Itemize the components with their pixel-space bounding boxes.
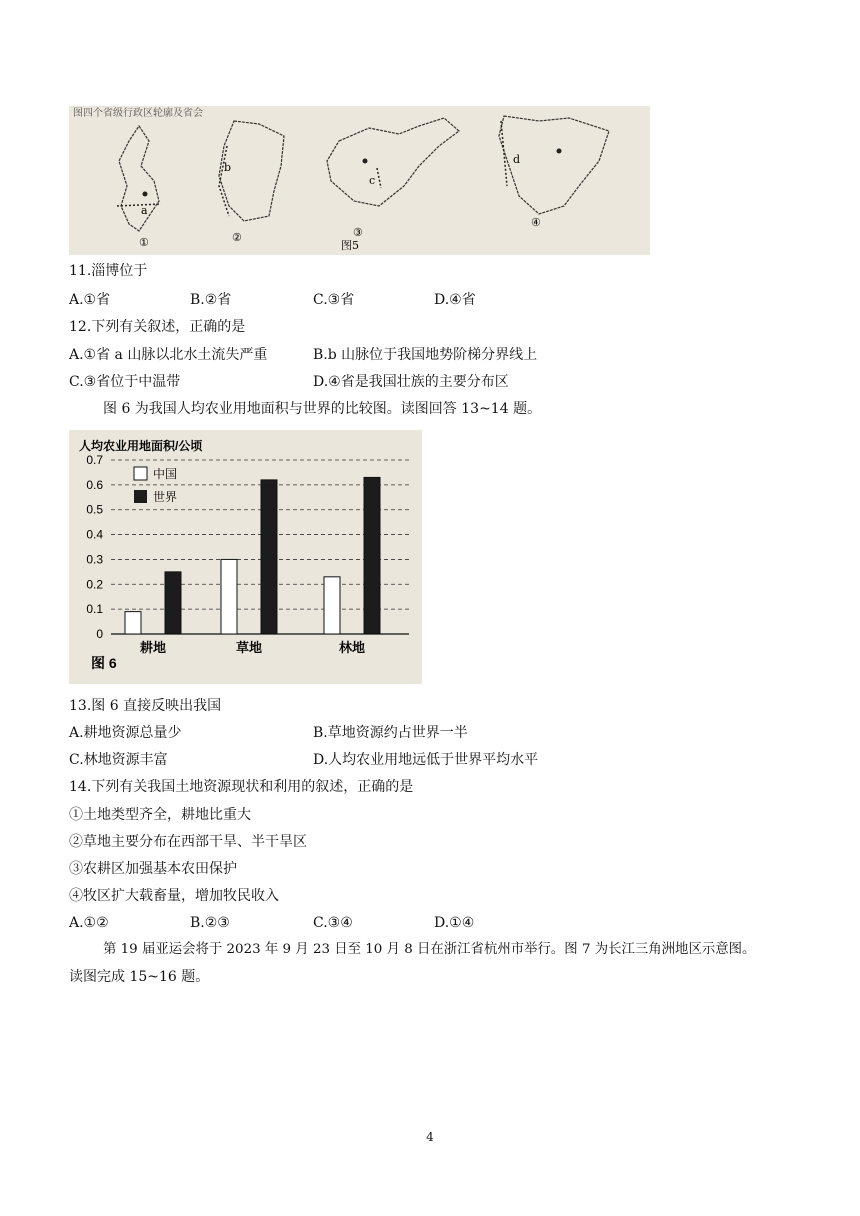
q13-option-a: A.耕地资源总量少	[69, 725, 182, 741]
figure-6-chart	[69, 430, 422, 684]
q14-item-1: ①土地类型齐全，耕地比重大	[69, 807, 251, 823]
category-label: 林地	[338, 641, 366, 656]
q14-stem: 14.下列有关我国土地资源现状和利用的叙述，正确的是	[69, 779, 414, 795]
y-tick-label: 0.6	[86, 477, 103, 492]
y-tick-label: 0.7	[86, 453, 103, 467]
legend-label-china: 中国	[153, 467, 178, 481]
legend-swatch-china	[134, 467, 147, 480]
capital-dot-1	[143, 192, 148, 197]
q14-item-4: ④牧区扩大载畜量，增加牧民收入	[69, 888, 279, 904]
figure5-header: 图四个省级行政区轮廓及省会	[73, 108, 203, 119]
capital-dot-3	[363, 159, 368, 164]
q12-option-c: C.③省位于中温带	[69, 374, 181, 390]
y-axis-title: 人均农业用地面积/公顷	[79, 439, 203, 453]
y-tick-label: 0	[96, 627, 103, 641]
q12-option-b: B.b 山脉位于我国地势阶梯分界线上	[313, 347, 538, 363]
y-tick-label: 0.1	[86, 602, 103, 617]
y-tick-label: 0.3	[86, 552, 103, 567]
mountain-c-line	[377, 168, 381, 188]
bar-world-0	[165, 572, 181, 634]
intro-figure7-line2: 读图完成 15~16 题。	[69, 969, 210, 985]
mountain-d-line	[501, 121, 507, 186]
bar-china-0	[125, 612, 141, 634]
category-label: 草地	[235, 641, 263, 656]
q14-item-2: ②草地主要分布在西部干旱、半干旱区	[69, 834, 307, 850]
q11-stem: 11.淄博位于	[69, 263, 148, 279]
category-label: 耕地	[139, 641, 167, 656]
q14-item-3: ③农耕区加强基本农田保护	[69, 861, 237, 877]
legend-swatch-world	[134, 490, 147, 503]
figure5-caption: 图5	[341, 239, 359, 252]
q14-option-d: D.①④	[434, 915, 475, 931]
letter-d: d	[513, 153, 521, 166]
mountain-b-line	[219, 146, 232, 216]
bar-world-2	[364, 477, 380, 634]
intro-figure7-line1: 第 19 届亚运会将于 2023 年 9 月 23 日至 10 月 8 日在浙江省杭州市举行。图 7 为长江三角洲地区示意图。	[103, 942, 756, 957]
mountain-a-line	[117, 204, 161, 206]
bar-china-2	[324, 577, 340, 634]
q13-option-b: B.草地资源约占世界一半	[313, 725, 468, 741]
q11-option-c: C.③省	[313, 292, 355, 308]
q12-stem: 12.下列有关叙述，正确的是	[69, 319, 246, 335]
q13-option-c: C.林地资源丰富	[69, 752, 168, 768]
label-2: ②	[232, 231, 242, 244]
q11-option-a: A.①省	[69, 292, 111, 308]
bar-world-1	[261, 480, 277, 634]
bar-china-1	[221, 559, 237, 634]
q14-option-b: B.②③	[190, 915, 230, 931]
chart-svg	[69, 430, 422, 684]
q13-stem: 13.图 6 直接反映出我国	[69, 698, 222, 714]
q12-option-d: D.④省是我国壮族的主要分布区	[313, 374, 509, 390]
y-tick-label: 0.4	[86, 527, 103, 542]
letter-a: a	[141, 204, 148, 217]
letter-b: b	[224, 161, 232, 174]
q11-option-b: B.②省	[190, 292, 232, 308]
y-tick-label: 0.2	[86, 577, 103, 592]
figure6-caption: 图 6	[91, 655, 117, 671]
q14-option-a: A.①②	[69, 915, 109, 931]
q12-option-a: A.①省 a 山脉以北水土流失严重	[69, 347, 268, 363]
intro-figure6: 图 6 为我国人均农业用地面积与世界的比较图。读图回答 13~14 题。	[103, 401, 542, 417]
letter-c: c	[369, 174, 376, 187]
province-1-outline	[119, 126, 159, 231]
page-number: 4	[426, 1130, 434, 1144]
label-3: ③	[353, 226, 363, 239]
q14-option-c: C.③④	[313, 915, 353, 931]
label-4: ④	[531, 216, 541, 229]
legend-label-world: 世界	[153, 490, 178, 504]
label-1: ①	[139, 236, 149, 249]
province-3-outline	[327, 118, 459, 206]
q13-option-d: D.人均农业用地远低于世界平均水平	[313, 752, 539, 768]
figure-5	[69, 106, 650, 255]
capital-dot-4	[557, 149, 562, 154]
q11-option-d: D.④省	[434, 292, 476, 308]
y-tick-label: 0.5	[86, 502, 103, 517]
